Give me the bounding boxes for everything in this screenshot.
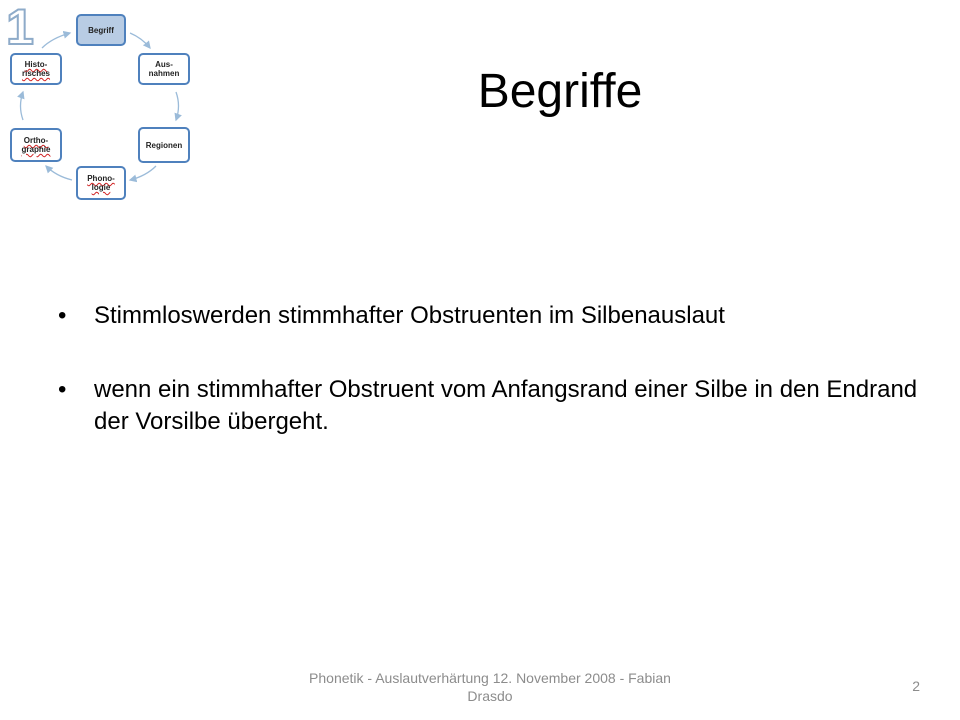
bullet-text: wenn ein stimmhafter Obstruent vom Anfangsrand einer Silbe in den Endrand der Vorsilbe übergeht. [94,376,918,435]
bullet-item [58,300,918,332]
arrow-phonologie-orthographie [46,166,72,180]
node-begriff [76,14,126,46]
arrow-ausnahmen-regionen [176,92,179,120]
node-ausnahmen [138,53,190,85]
node-phonologie-label: Phono- logie [87,174,115,192]
arrow-historisches-begriff [42,33,70,48]
arrow-orthographie-historisches [21,92,24,120]
node-orthographie-label: Ortho- graphie [21,136,51,154]
node-ausnahmen-label: Aus- nahmen [148,60,180,78]
step-number-graphic [0,0,40,50]
bullet-text: Stimmloswerden stimmhafter Obstruenten im Silbenauslaut [94,302,725,329]
slide-title: Begriffe [477,65,643,118]
bullet-item [58,374,918,438]
node-phonologie [76,166,126,200]
bullet-list [58,300,918,438]
arrow-regionen-phonologie [130,166,156,180]
arrow-begriff-ausnahmen [130,33,150,48]
node-regionen-label: Regionen [145,140,183,150]
step-number-text: 1 [6,0,34,50]
node-begriff-label: Begriff [88,25,114,35]
bullet-marker: • [58,302,67,329]
slide-footer: Phonetik - Auslautverhärtung 12. November 2008 - Fabian Drasdo [309,670,671,704]
node-historisches-label: Histo- risches [21,60,51,78]
cycle-diagram [0,0,200,210]
page-number: 2 [912,678,920,694]
node-historisches [10,53,62,85]
bullet-marker: • [58,376,67,403]
node-orthographie [10,128,62,162]
node-regionen [138,127,190,163]
